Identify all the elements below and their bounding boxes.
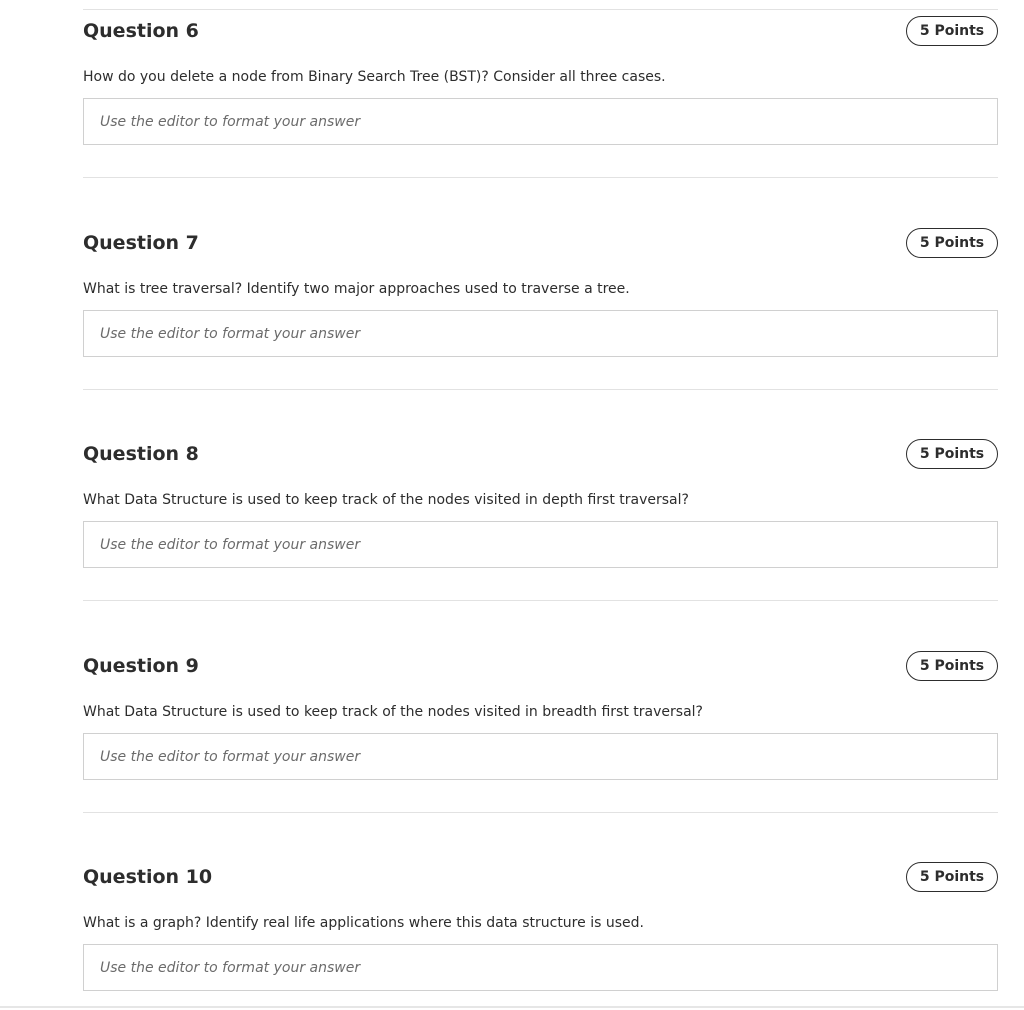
answer-placeholder: Use the editor to format your answer [100, 749, 361, 765]
answer-editor[interactable] [83, 944, 998, 991]
question-title: Question 10 [83, 866, 213, 888]
answer-editor[interactable] [83, 98, 998, 145]
question-text: How do you delete a node from Binary Search Tree (BST)? Consider all three cases. [83, 69, 666, 85]
question-divider [83, 177, 998, 178]
points-badge: 5 Points [906, 862, 998, 892]
points-badge: 5 Points [906, 228, 998, 258]
answer-placeholder: Use the editor to format your answer [100, 326, 361, 342]
answer-placeholder: Use the editor to format your answer [100, 960, 361, 976]
question-title: Question 9 [83, 655, 199, 677]
question-title: Question 8 [83, 443, 199, 465]
answer-editor[interactable] [83, 733, 998, 780]
top-divider [83, 9, 998, 10]
points-badge: 5 Points [906, 16, 998, 46]
question-text: What Data Structure is used to keep track of the nodes visited in breadth first traversal? [83, 704, 703, 720]
points-badge: 5 Points [906, 651, 998, 681]
question-text: What is tree traversal? Identify two major approaches used to traverse a tree. [83, 281, 630, 297]
answer-placeholder: Use the editor to format your answer [100, 537, 361, 553]
question-divider [83, 812, 998, 813]
question-text: What Data Structure is used to keep track of the nodes visited in depth first traversal? [83, 492, 689, 508]
question-divider [83, 600, 998, 601]
answer-editor[interactable] [83, 310, 998, 357]
question-text: What is a graph? Identify real life applications where this data structure is used. [83, 915, 644, 931]
answer-placeholder: Use the editor to format your answer [100, 114, 361, 130]
bottom-edge [0, 1006, 1024, 1008]
answer-editor[interactable] [83, 521, 998, 568]
question-divider [83, 389, 998, 390]
question-title: Question 7 [83, 232, 199, 254]
points-badge: 5 Points [906, 439, 998, 469]
question-title: Question 6 [83, 20, 199, 42]
